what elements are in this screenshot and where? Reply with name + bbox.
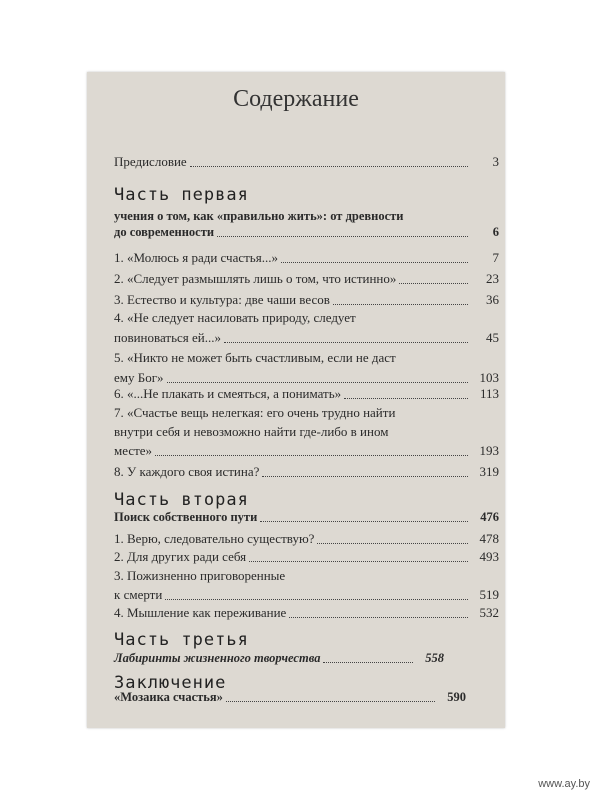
toc-entry-page: 23 xyxy=(486,271,499,286)
part2-subtitle xyxy=(114,509,499,525)
toc-entry xyxy=(114,549,499,565)
toc-entry-label: месте» xyxy=(114,443,153,458)
toc-entry-label: 7. «Счастье вещь нелегкая: его очень трудно найти xyxy=(114,405,396,420)
toc-entry xyxy=(114,250,499,266)
toc-entry-page: 493 xyxy=(479,549,499,564)
toc-entry-page: 36 xyxy=(486,292,499,307)
toc-entry-page: 45 xyxy=(486,330,499,345)
conclusion-subtitle xyxy=(114,689,499,705)
leader-dots xyxy=(165,599,468,600)
leader-dots xyxy=(399,283,468,284)
toc-entry-label: ему Бог» xyxy=(114,370,164,385)
toc-entry xyxy=(114,271,499,287)
leader-dots xyxy=(317,543,468,544)
leader-dots xyxy=(249,561,468,562)
toc-entry-label: 2. Для других ради себя xyxy=(114,549,247,564)
toc-entry-page: 590 xyxy=(447,690,466,704)
toc-entry-page: 6 xyxy=(492,225,499,239)
leader-dots xyxy=(167,382,468,383)
toc-entry-label: 2. «Следует размышлять лишь о том, что истинно» xyxy=(114,271,397,286)
toc-entry-page: 3 xyxy=(492,154,499,169)
toc-entry-label: 1. «Молюсь я ради счастья...» xyxy=(114,250,278,265)
site-watermark: www.ay.by xyxy=(538,778,590,790)
toc-entry-label: 4. Мышление как переживание xyxy=(114,605,287,620)
leader-dots xyxy=(155,455,468,456)
toc-entry-label: 3. Пожизненно приговоренные xyxy=(114,568,286,583)
toc-entry xyxy=(114,531,499,547)
toc-entry xyxy=(114,292,499,308)
leader-dots xyxy=(260,521,468,522)
toc-entry-page: 476 xyxy=(480,510,499,524)
leader-dots xyxy=(289,617,468,618)
leader-dots xyxy=(224,342,468,343)
toc-entry xyxy=(114,386,499,402)
leader-dots xyxy=(281,262,468,263)
toc-entry-label: внутри себя и невозможно найти где-либо в ином xyxy=(114,424,389,439)
toc-entry-label: к смерти xyxy=(114,587,163,602)
toc-entry-label: 1. Верю, следовательно существую? xyxy=(114,531,315,546)
leader-dots xyxy=(323,662,413,663)
leader-dots xyxy=(344,398,468,399)
toc-entry-label: 4. «Не следует насиловать природу, следует xyxy=(114,310,356,325)
toc-entry-page: 193 xyxy=(479,443,499,458)
toc-entry-page: 7 xyxy=(492,250,499,265)
toc-entry-page: 113 xyxy=(479,386,499,401)
toc-entry xyxy=(114,310,499,346)
toc-entry-label: 8. У каждого своя истина? xyxy=(114,464,260,479)
part1-subtitle-line1: учения о том, как «правильно жить»: от древности xyxy=(114,209,404,223)
toc-entry-label: 6. «...Не плакать и смеяться, а понимать» xyxy=(114,386,342,401)
part1-heading: Часть первая xyxy=(114,185,249,205)
toc-entry-label: 3. Естество и культура: две чаши весов xyxy=(114,292,330,307)
toc-entry-label: Предисловие xyxy=(114,154,187,169)
leader-dots xyxy=(262,476,468,477)
toc-entry xyxy=(114,464,499,480)
part2-heading: Часть вторая xyxy=(114,490,249,510)
book-page xyxy=(87,72,505,728)
toc-entry-label: 5. «Никто не может быть счастливым, если не даст xyxy=(114,350,396,365)
toc-entry-page: 532 xyxy=(479,605,499,620)
part3-heading: Часть третья xyxy=(114,630,249,650)
toc-entry-page: 558 xyxy=(425,651,444,665)
toc-entry-preface xyxy=(114,154,499,170)
toc-entry xyxy=(114,350,499,386)
toc-entry-page: 319 xyxy=(479,464,499,479)
toc-entry xyxy=(114,405,499,459)
toc-entry-page: 103 xyxy=(479,370,499,385)
toc-entry xyxy=(114,605,499,621)
page-title: Содержание xyxy=(233,86,359,112)
leader-dots xyxy=(190,166,468,167)
toc-entry-label: Поиск собственного пути xyxy=(114,510,258,524)
toc-entry-label: повиноваться ей...» xyxy=(114,330,221,345)
toc-entry-page: 519 xyxy=(479,587,499,602)
leader-dots xyxy=(217,236,468,237)
conclusion-heading: Заключение xyxy=(114,673,227,693)
leader-dots xyxy=(226,701,435,702)
part3-subtitle xyxy=(114,650,499,666)
toc-entry-label: «Мозаика счастья» xyxy=(114,690,223,704)
toc-entry xyxy=(114,568,499,603)
part1-subtitle xyxy=(114,208,499,240)
part1-subtitle-line2: до современности xyxy=(114,225,215,239)
toc-entry-label: Лабиринты жизненного творчества xyxy=(114,651,321,665)
toc-entry-page: 478 xyxy=(479,531,499,546)
leader-dots xyxy=(333,304,468,305)
